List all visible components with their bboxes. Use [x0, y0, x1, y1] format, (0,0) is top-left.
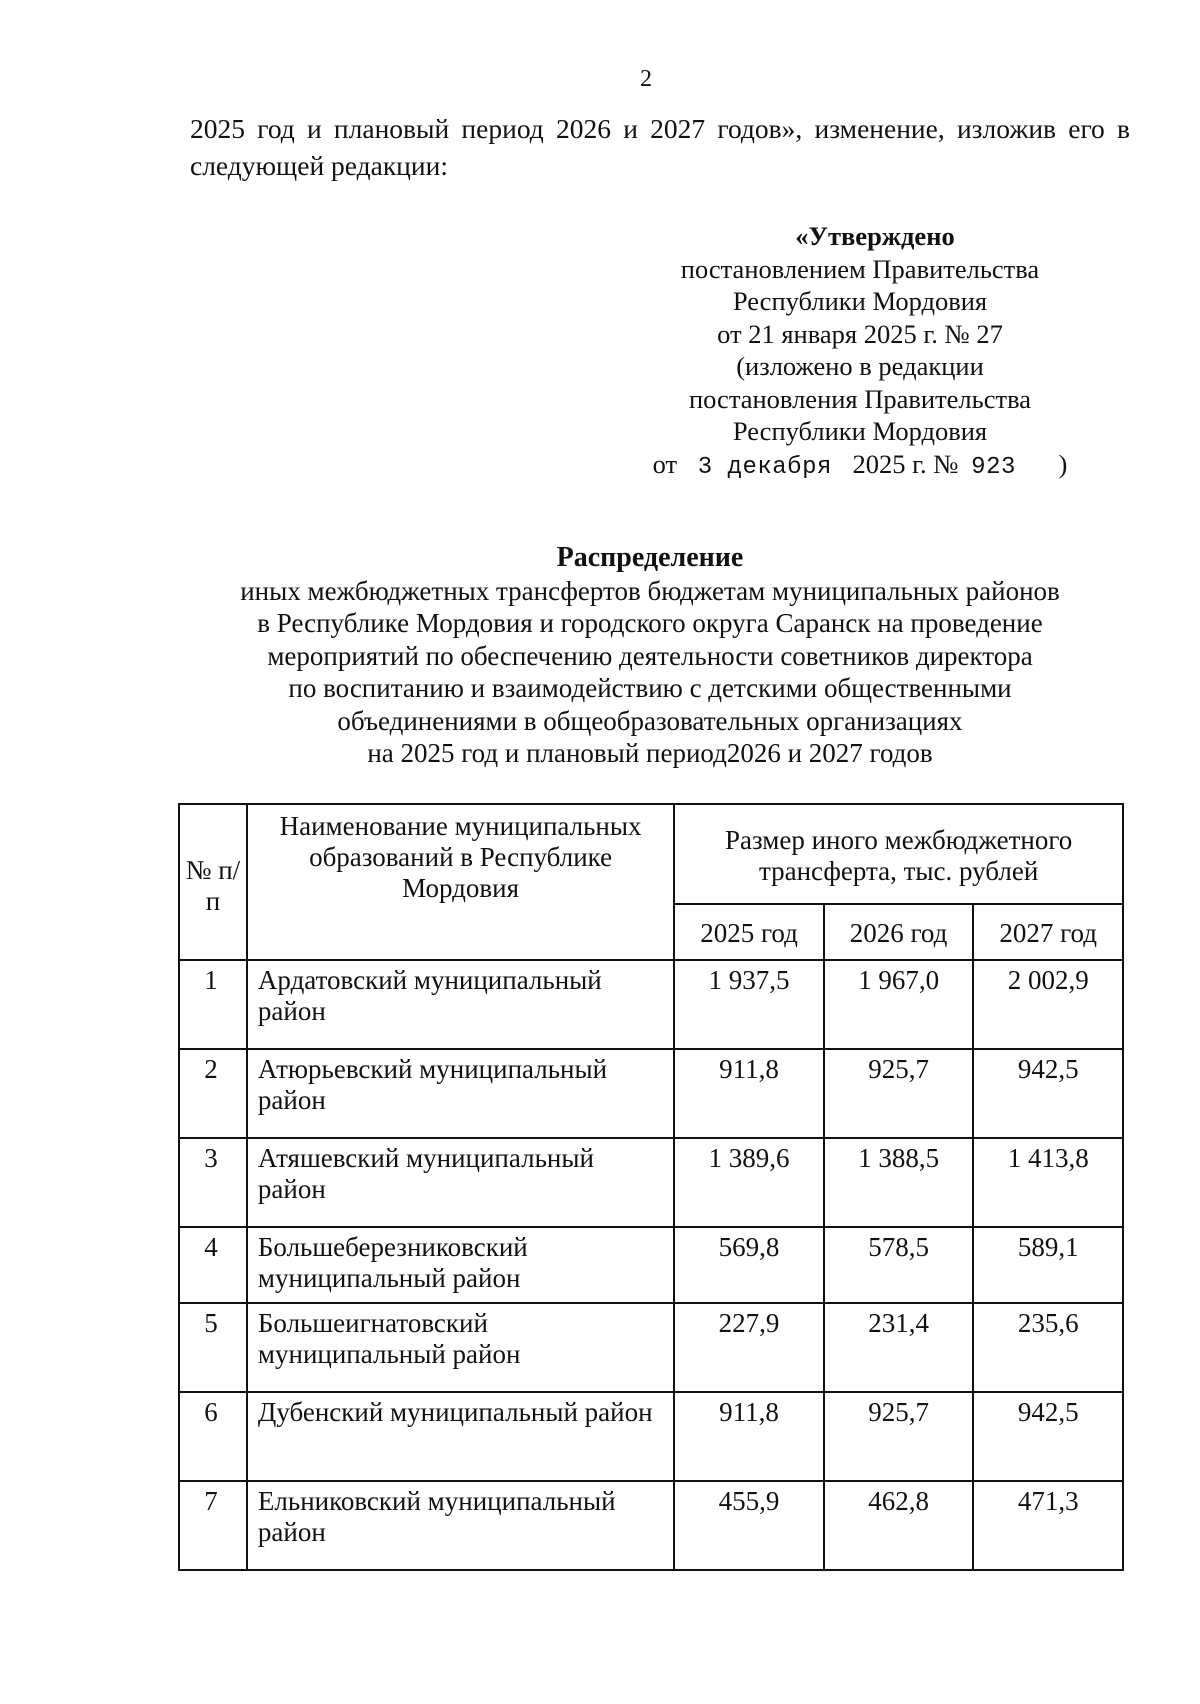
cell-number: 3: [179, 1138, 247, 1227]
cell-name: Атяшевский муниципальный район: [247, 1138, 674, 1227]
approval-line: Республики Мордовия: [732, 416, 988, 446]
approval-line: Республики Мордовия: [732, 286, 988, 316]
date-prefix: от: [652, 448, 678, 479]
table-row: [179, 1138, 1123, 1227]
approval-line: постановления Правительства: [688, 383, 1032, 414]
intro-line: следующей редакции:: [190, 150, 448, 181]
cell-number: 2: [179, 1049, 247, 1138]
cell-number: 1: [179, 960, 247, 1049]
document-title: [210, 542, 1090, 770]
cell-2027: 1 413,8: [973, 1138, 1123, 1227]
cell-2025: 569,8: [674, 1227, 824, 1303]
intro-line: 2025 год и плановый период 2026 и 2027 годов», изменение, изложив его в: [190, 113, 1130, 144]
cell-2027: 942,5: [973, 1049, 1123, 1138]
title-line: иных межбюджетных трансфертов бюджетам муниципальных районов: [240, 575, 1060, 606]
approval-line: от 21 января 2025 г. № 27: [717, 318, 1003, 349]
distribution-table: [178, 803, 1124, 1571]
title-line: объединениями в общеобразовательных организациях: [337, 705, 963, 736]
cell-name: Ельниковский муниципальный район: [247, 1481, 674, 1570]
cell-2025: 911,8: [674, 1392, 824, 1481]
approval-line: (изложено в редакции: [736, 351, 984, 381]
number-filled: 923: [971, 453, 1016, 481]
table-row: [179, 1481, 1123, 1570]
header-year-2026: 2026 год: [824, 904, 974, 960]
title-line: мероприятий по обеспечению деятельности советников директора: [267, 640, 1033, 671]
cell-name: Большеигнатовский муниципальный район: [247, 1303, 674, 1392]
cell-2027: 471,3: [973, 1481, 1123, 1570]
approval-stamp: [600, 220, 1120, 484]
approval-date-line: [600, 448, 1120, 485]
cell-2027: 2 002,9: [973, 960, 1123, 1049]
cell-2026: 1 388,5: [824, 1138, 974, 1227]
cell-2027: 589,1: [973, 1227, 1123, 1303]
intro-paragraph: [190, 110, 1130, 184]
cell-2026: 925,7: [824, 1049, 974, 1138]
cell-name: Ардатовский муниципальный район: [247, 960, 674, 1049]
table-row: [179, 1227, 1123, 1303]
cell-2027: 235,6: [973, 1303, 1123, 1392]
table-row: [179, 1392, 1123, 1481]
cell-2027: 942,5: [973, 1392, 1123, 1481]
header-size: Размер иного межбюджетного трансферта, тыс. рублей: [674, 804, 1123, 904]
date-filled: 3 декабря: [697, 453, 832, 481]
header-name: Наименование муниципальных образований в Республике Мордовия: [247, 804, 674, 960]
approval-heading: «Утверждено: [795, 221, 955, 251]
title-line: по воспитанию и взаимодействию с детскими общественными: [288, 673, 1012, 703]
header-year-2027: 2027 год: [973, 904, 1123, 960]
approval-line: постановлением Правительства: [680, 253, 1040, 284]
cell-2025: 227,9: [674, 1303, 824, 1392]
cell-name: Большеберезниковский муниципальный район: [247, 1227, 674, 1303]
header-year-2025: 2025 год: [674, 904, 824, 960]
cell-name: Дубенский муниципальный район: [247, 1392, 674, 1481]
cell-name: Атюрьевский муниципальный район: [247, 1049, 674, 1138]
title-line: в Республике Мордовия и городского округа Саранск на проведение: [257, 608, 1043, 638]
cell-2025: 1 937,5: [674, 960, 824, 1049]
cell-2026: 578,5: [824, 1227, 974, 1303]
cell-2025: 1 389,6: [674, 1138, 824, 1227]
table-row: [179, 960, 1123, 1049]
year-part: 2025 г. №: [852, 448, 959, 479]
cell-number: 4: [179, 1227, 247, 1303]
cell-2025: 455,9: [674, 1481, 824, 1570]
cell-2026: 231,4: [824, 1303, 974, 1392]
table-row: [179, 1303, 1123, 1392]
cell-number: 7: [179, 1481, 247, 1570]
cell-number: 6: [179, 1392, 247, 1481]
header-number: № п/п: [179, 804, 247, 960]
cell-2026: 1 967,0: [824, 960, 974, 1049]
closing-paren: ): [1058, 448, 1068, 479]
title-line: на 2025 год и плановый период2026 и 2027 годов: [367, 738, 933, 768]
cell-number: 5: [179, 1303, 247, 1392]
table-row: [179, 1049, 1123, 1138]
title-heading: Распределение: [556, 542, 744, 573]
page-number: 2: [640, 66, 652, 92]
cell-2025: 911,8: [674, 1049, 824, 1138]
cell-2026: 462,8: [824, 1481, 974, 1570]
cell-2026: 925,7: [824, 1392, 974, 1481]
